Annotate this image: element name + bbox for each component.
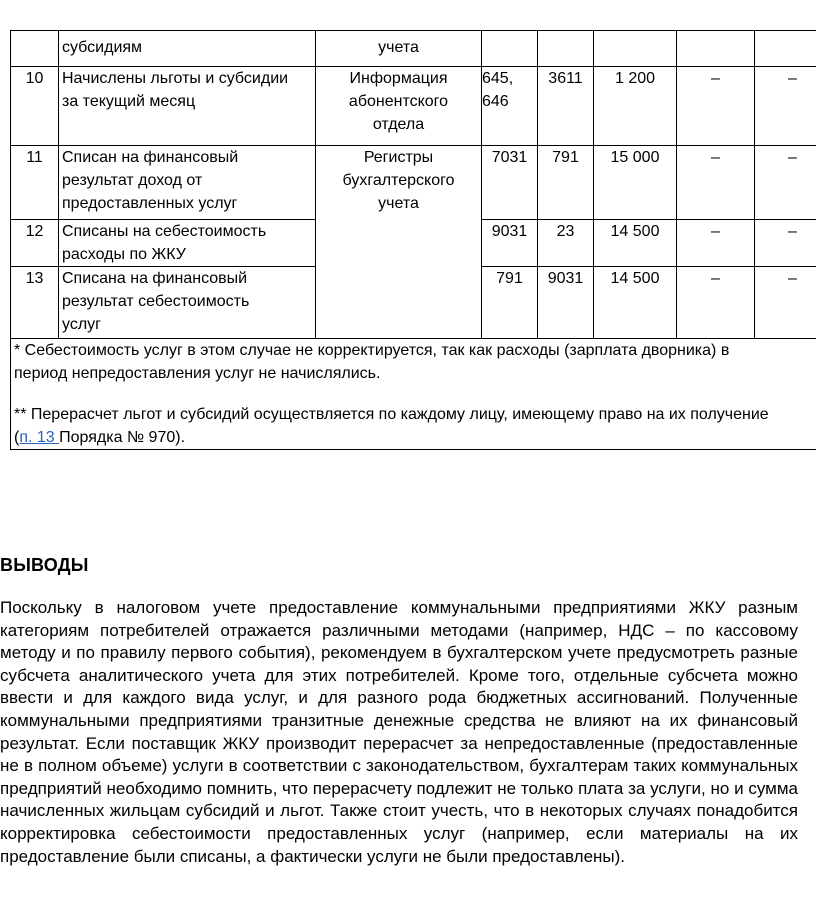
num-cell xyxy=(11,31,59,67)
footnote-1 xyxy=(14,339,816,385)
row-number: 12 xyxy=(11,220,59,267)
source-cell: учета xyxy=(316,31,482,67)
desc-line: Начислены льготы и субсидии xyxy=(62,70,289,87)
credit-cell xyxy=(538,31,594,67)
row-number: 10 xyxy=(11,67,59,146)
desc-line: за текущий месяц xyxy=(62,93,196,110)
row-debit: 7031 xyxy=(482,146,538,220)
footnote-2 xyxy=(14,403,816,449)
source-line: абонентского xyxy=(348,93,449,110)
row-description xyxy=(59,146,316,220)
source-line: отдела xyxy=(372,116,425,133)
desc-line: результат доход от xyxy=(62,172,203,189)
desc-line: Списан на финансовый xyxy=(62,149,239,166)
row-description xyxy=(59,220,316,267)
footnote-text: Порядка № 970). xyxy=(59,429,186,446)
table-row-11 xyxy=(11,146,816,220)
debit-cell xyxy=(482,31,538,67)
legal-reference-link[interactable]: п. 13 xyxy=(19,429,60,446)
table-row-10 xyxy=(11,67,816,146)
table-row-continuation xyxy=(11,31,816,67)
source-line: учета xyxy=(378,195,419,212)
desc-cell: субсидиям xyxy=(59,31,316,67)
desc-line: результат себестоимость xyxy=(62,293,250,310)
row-col8: – xyxy=(755,220,816,267)
desc-line: Списана на финансовый xyxy=(62,270,248,287)
row-amount: 1 200 xyxy=(594,67,677,146)
row-credit: 9031 xyxy=(538,267,594,339)
col8-cell xyxy=(755,31,816,67)
row-source xyxy=(316,67,482,146)
row-col8: – xyxy=(755,146,816,220)
source-line: Регистры xyxy=(363,149,434,166)
table-notes xyxy=(11,339,816,450)
row-col7: – xyxy=(677,67,755,146)
row-amount: 14 500 xyxy=(594,267,677,339)
conclusions-heading: ВЫВОДЫ xyxy=(0,555,89,575)
footnote-spacer xyxy=(14,385,816,403)
source-line: бухгалтерского xyxy=(342,172,455,189)
footnote-text: период непредоставления услуг не начислялись. xyxy=(14,365,381,382)
desc-line: услуг xyxy=(62,316,101,333)
row-amount: 14 500 xyxy=(594,220,677,267)
col7-cell xyxy=(677,31,755,67)
row-col8: – xyxy=(755,267,816,339)
row-col7: – xyxy=(677,146,755,220)
merged-source-cell xyxy=(316,146,482,339)
row-number: 13 xyxy=(11,267,59,339)
row-description xyxy=(59,67,316,146)
debit-line: 645, xyxy=(482,70,514,87)
footnote-paren: ( xyxy=(14,429,20,446)
row-credit: 791 xyxy=(538,146,594,220)
row-col7: – xyxy=(677,220,755,267)
footnote-text: ** Перерасчет льгот и субсидий осуществляется по каждому лицу, имеющему право на их получение xyxy=(14,406,769,423)
row-debit: 9031 xyxy=(482,220,538,267)
desc-line: Списаны на себестоимость xyxy=(62,223,267,240)
conclusions-paragraph: Поскольку в налоговом учете предоставление коммунальными предприятиями ЖКУ разным категориям потребителей отражается различными методами (например, НДС – по кассовому методу и по правилу первого события), рекомендуем в бухгалтерском учете предусмотреть разные субсчета аналитического учета для этих потребителей. Кроме того, отдельные субсчета можно ввести и для каждого вида услуг, и для разного рода бюджетных ассигнований. Полученные коммунальными предприятиями транзитные денежные средства не влияют на их финансовый результат. Если поставщик ЖКУ производит перерасчет за непредоставленные (предоставленные не в полном объеме) услуги в соответствии с законодательством, бухгалтерам таких коммунальных предприятий необходимо помнить, что перерасчету подлежит не только плата за услуги, но и сумма начисленных жильцам субсидий и льгот. Также стоит учесть, что в некоторых случаях понадобится корректировка себестоимости предоставленных услуг (например, если материалы на их предоставление были списаны, а фактически услуги не были предоставлены). xyxy=(0,598,798,866)
debit-line: 646 xyxy=(482,93,509,110)
accounting-entries-table xyxy=(10,30,816,450)
row-col8: – xyxy=(755,67,816,146)
row-debit: 791 xyxy=(482,267,538,339)
amount-cell xyxy=(594,31,677,67)
row-number: 11 xyxy=(11,146,59,220)
row-credit: 3611 xyxy=(538,67,594,146)
row-description xyxy=(59,267,316,339)
table-notes-row xyxy=(11,339,816,450)
desc-line: расходы по ЖКУ xyxy=(62,246,186,263)
desc-line: предоставленных услуг xyxy=(62,195,238,212)
row-amount: 15 000 xyxy=(594,146,677,220)
row-credit: 23 xyxy=(538,220,594,267)
ledger-table-container xyxy=(10,30,816,450)
source-line: Информация xyxy=(349,70,448,87)
row-debit xyxy=(482,67,538,146)
row-col7: – xyxy=(677,267,755,339)
footnote-text: * Себестоимость услуг в этом случае не корректируется, так как расходы (зарплата дворника) в xyxy=(14,342,730,359)
